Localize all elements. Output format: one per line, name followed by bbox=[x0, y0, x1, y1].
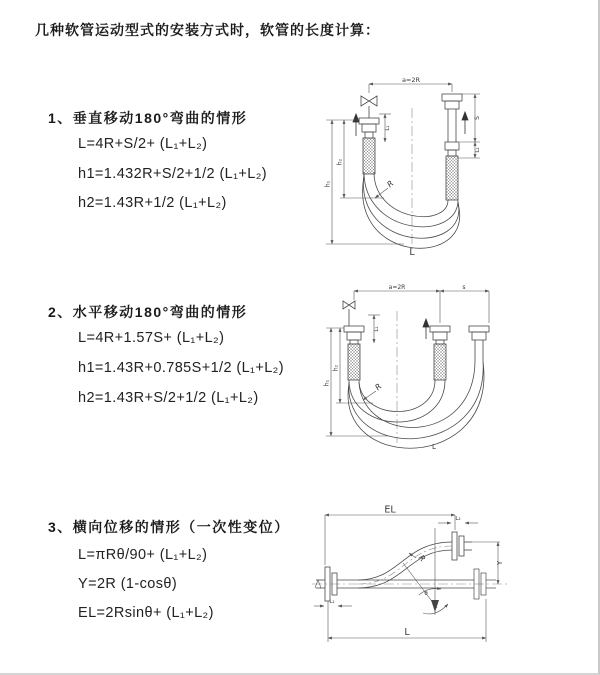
dim-label-r: R bbox=[373, 381, 384, 393]
dimension-lines bbox=[314, 515, 500, 642]
left-fitting bbox=[359, 96, 379, 174]
moved-flange bbox=[452, 532, 472, 560]
valve-icon bbox=[361, 96, 377, 118]
dim-label-s: s bbox=[462, 284, 466, 291]
braided-hose-section bbox=[446, 156, 458, 200]
dim-label-a2r: a=2R bbox=[388, 284, 406, 291]
hose-arcs bbox=[363, 172, 460, 248]
braided-hose-section bbox=[348, 344, 360, 380]
movement-arrows bbox=[423, 319, 429, 339]
braided-hose-section bbox=[363, 138, 375, 174]
dim-label-l: L bbox=[404, 627, 410, 638]
left-fitting bbox=[343, 301, 364, 380]
dim-label-s: S bbox=[474, 116, 481, 120]
right-fitting-moved bbox=[469, 326, 489, 360]
dim-label-l1: L₁ bbox=[329, 599, 335, 605]
section-2-formula-2: h1=1.43R+0.785S+1/2 (L₁+L₂) bbox=[78, 360, 284, 376]
dim-label-r: R bbox=[416, 553, 428, 564]
dim-label-h1: h₁ bbox=[323, 379, 331, 387]
middle-fitting bbox=[430, 326, 450, 380]
diagram-lateral-displacement bbox=[308, 503, 513, 653]
dim-label-l1: L₁ bbox=[374, 326, 380, 332]
section-2-formula-3: h2=1.43R+S/2+1/2 (L₁+L₂) bbox=[78, 390, 259, 406]
braided-hose-section bbox=[434, 344, 446, 380]
dim-label-l1: L₁ bbox=[385, 125, 391, 131]
dim-label-r: R bbox=[385, 178, 396, 190]
dim-label-h2: h₂ bbox=[332, 364, 340, 372]
diagram-horizontal-180-bend bbox=[318, 283, 528, 453]
right-fitting bbox=[442, 94, 462, 200]
section-3-heading: 3、横向位移的情形（一次性变位） bbox=[48, 519, 290, 535]
dim-label-l: L bbox=[409, 247, 415, 258]
section-1-formula-1: L=4R+S/2+ (L₁+L₂) bbox=[78, 136, 208, 152]
hose-s-curve bbox=[358, 542, 452, 588]
dim-label-y: Y bbox=[496, 560, 504, 566]
construction-lines bbox=[403, 528, 448, 615]
diagram-vertical-180-bend bbox=[312, 72, 584, 264]
dim-label-theta: θ bbox=[424, 591, 428, 597]
section-2-heading: 2、水平移动180°弯曲的情形 bbox=[48, 304, 248, 320]
section-3-formula-3: EL=2Rsinθ+ (L₁+L₂) bbox=[78, 605, 214, 621]
dim-label-el: EL bbox=[384, 504, 396, 516]
section-3-formula-2: Y=2R (1-cosθ) bbox=[78, 576, 178, 592]
dim-label-a2r: a=2R bbox=[401, 76, 421, 84]
section-1-heading: 1、垂直移动180°弯曲的情形 bbox=[48, 110, 248, 126]
dim-label-l2: L₂ bbox=[475, 147, 481, 153]
dim-label-h2: h₂ bbox=[336, 158, 344, 166]
hose-arcs bbox=[348, 360, 484, 448]
section-2-formula-1: L=4R+1.57S+ (L₁+L₂) bbox=[78, 330, 225, 346]
dim-label-l2: L₂ bbox=[455, 516, 461, 522]
section-1-formula-2: h1=1.432R+S/2+1/2 (L₁+L₂) bbox=[78, 166, 268, 182]
section-3-formula-1: L=πRθ/90+ (L₁+L₂) bbox=[78, 547, 208, 563]
page-title: 几种软管运动型式的安装方式时，软管的长度计算： bbox=[35, 22, 380, 38]
dim-label-l: L bbox=[432, 443, 436, 451]
valve-icon bbox=[343, 301, 355, 326]
dim-label-h1: h₁ bbox=[324, 180, 332, 188]
section-1-formula-3: h2=1.43R+1/2 (L₁+L₂) bbox=[78, 195, 227, 211]
